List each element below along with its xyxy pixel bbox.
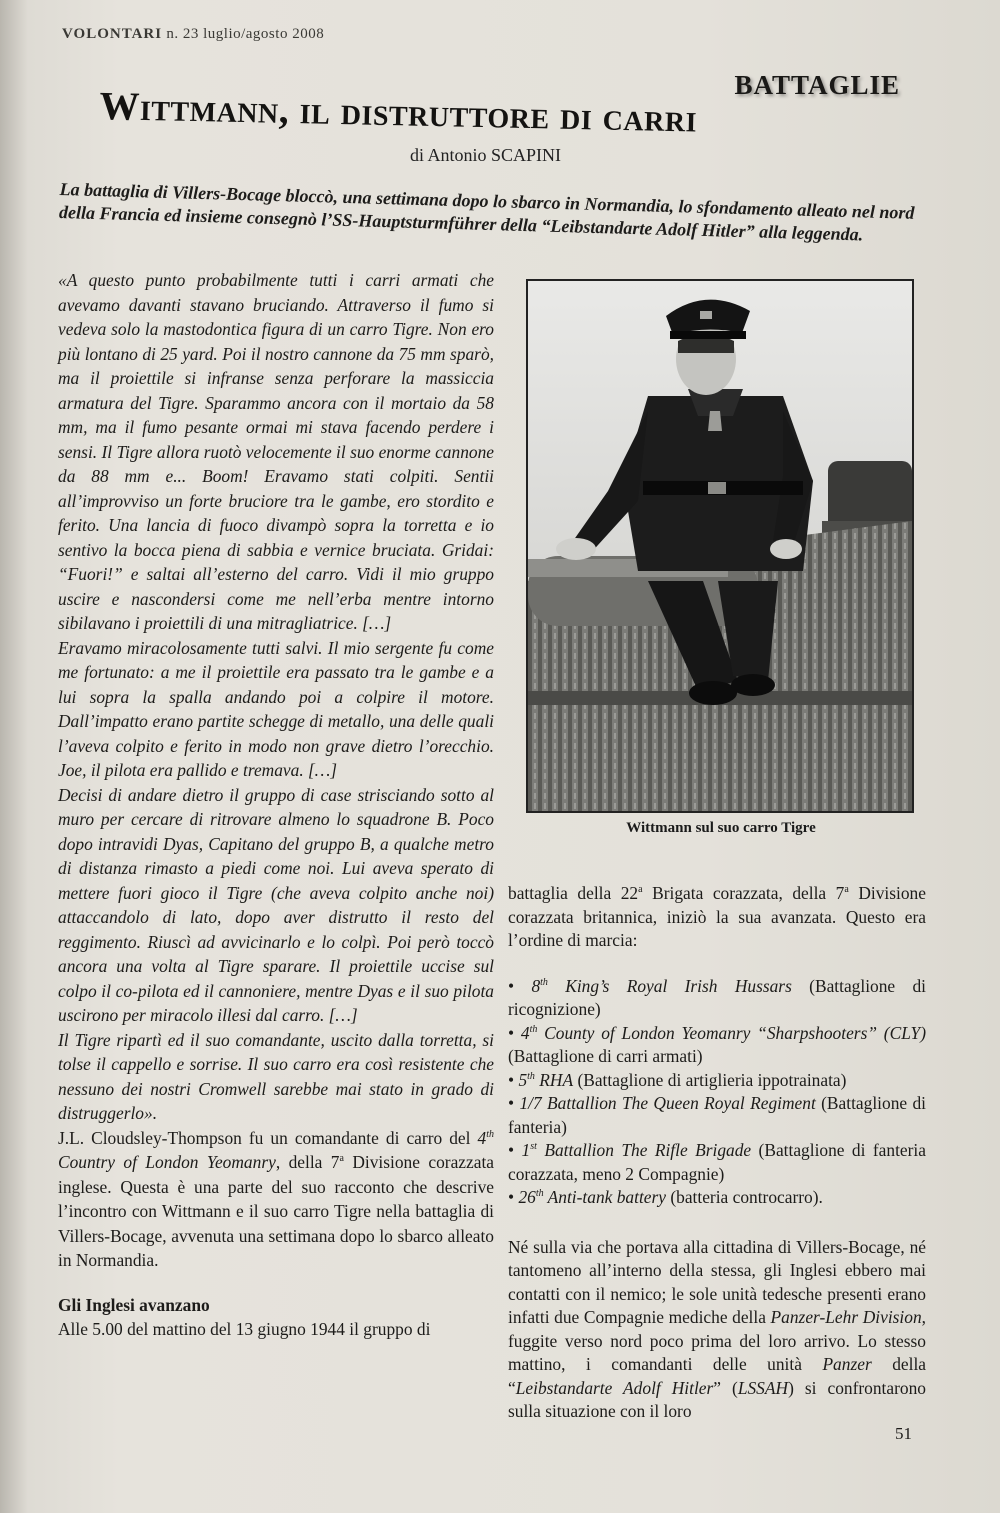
final-text-a: Né sulla via che portava alla cittadina di Villers-Bocage, né tantomeno all’interno della stessa, gli Inglesi ebbero mai contatti con il nemico; le sole unità tedesche presenti erano infatti due Compagnie mediche della	[508, 1236, 926, 1327]
final-text-i: ) si confrontarono sulla situazione con il loro	[508, 1377, 926, 1421]
unit-num: 4	[520, 1022, 530, 1043]
byline: di Antonio SCAPINI	[410, 145, 562, 165]
unit-label: 1/7 Battallion The Queen Royal Regiment	[519, 1093, 816, 1113]
unit-num: 26	[518, 1187, 536, 1207]
unit-desc: (Battaglione di fanteria corazzata, meno 2 Compagnie)	[508, 1140, 926, 1184]
left-column	[58, 268, 494, 1342]
final-text-g: ” (	[713, 1377, 738, 1398]
photo-illustration	[528, 281, 912, 811]
unit-desc: (Battaglione di artiglieria ippotrainata)	[573, 1069, 847, 1090]
bullet-glyph: •	[508, 1069, 515, 1090]
unit-label: RHA	[534, 1069, 574, 1090]
quote-paragraph-3: Decisi di andare dietro il gruppo di case strisciando sotto al muro per cercare di ritrovare almeno lo squadrone B. Poco dopo intravidi Dyas, Capitano del gruppo B, a qualche metro di distanza rimasto a piedi come noi. Lui aveva sperato di mettere fuori gioco il Tigre (che aveva colpito anche noi) attaccandolo di lato, dopo aver distrutto il resto del reggimento. Riuscì ad avvicinarlo e lo colpì. Poi però toccò ancora una volta al Tigre sparare. Il proiettile uccise sul colpo il co-pilota ed il cannoniere, mentre Dyas e il suo pilota uscirono per miracolo illesi dal carro. […]	[58, 784, 494, 1025]
unit-name	[531, 976, 791, 996]
lead-paragraph: La battaglia di Villers-Bocage bloccò, una settimana dopo lo sbarco in Normandia, lo sfondamento alleato nel nord della Francia ed insieme consegnò l’SS-Hauptsturmführer della “Leibstandarte Adolf Hitler” alla leggenda.	[58, 178, 915, 245]
list-item	[508, 975, 926, 1022]
intro-text-c: Divisione corazzata inglese. Questa è una parte del suo racconto che descrive l’incontro con Wittmann e il suo carro Tigre nella battaglia di Villers-Bocage, avvenuta una settimana dopo lo sbarco alleato in Normandia.	[58, 1152, 495, 1270]
unit-desc: (Battaglione di fanteria)	[508, 1093, 926, 1137]
intro-text-a: J.L. Cloudsley-Thompson fu un comandante di carro del	[58, 1127, 478, 1148]
advance-paragraph-cont	[508, 882, 926, 953]
bullet-glyph: •	[508, 1140, 515, 1160]
intro-unit-num: 4	[477, 1127, 487, 1148]
intro-paragraph	[58, 1126, 494, 1273]
quote-paragraph-1: «A questo punto probabilmente tutti i carri armati che avevamo davanti stavano bruciando. Attraverso il fumo si vedeva solo la mastodontica figura di un carro Tigre. Non ero più lontano di 25 yard. Poi il nostro cannone da 75 mm sparò, ma il proiettile si infranse senza perforare la massiccia armatura del Tigre. Sparammo ancora con il mortaio da 58 mm, ma il fumo pesante ormai mi stava facendo perdere i sensi. Il Tigre allora ruotò velocemente il suo enorme cannone da 88 mm e... Boom! Eravamo stati colpiti. Sentii all’improvviso un forte bruciore tra le gambe, ero stordito e ferito. Una lancia di fuoco divampò sopra la torretta e io sentivo la bocca piena di sabbia e vernice bruciata. Gridai: “Fuori!” e saltai all’esterno del carro. Vidi il mio gruppo uscire e nascondersi come me nell’erba mentre intorno sibilavano i proiettili di una mitragliatrice. […]	[58, 270, 494, 633]
quote-paragraph-2: Eravamo miracolosamente tutti salvi. Il mio sergente fu come me fortunato: a me il proiettile era passato tra le gambe e a lui sopra la spalla andando poi a colpire il motore. Dall’impatto erano partite schegge di metallo, una delle quali l’aveva colpito e ferito in modo non grave dietro l’orecchio. Joe, il pilota era pallido e tremava. […]	[58, 637, 494, 780]
unit-sup: st	[530, 1141, 537, 1152]
unit-desc: (Battaglione di ricognizione)	[508, 975, 926, 1019]
final-text-c: , fuggite verso nord poco prima del loro arrivo. Lo stesso mattino, i comandanti delle unità	[508, 1307, 927, 1374]
final-text-e: della “	[508, 1354, 926, 1398]
intro-unit-name: Country of London Yeomanry	[58, 1152, 276, 1172]
bullet-glyph: •	[508, 1022, 515, 1043]
unit-desc: (batteria controcarro).	[665, 1187, 823, 1207]
magazine-name: VOLONTARI	[62, 26, 163, 42]
unit-label: King’s Royal Irish Hussars	[547, 975, 792, 996]
article-title: Wittmann, il distruttore di carri	[99, 82, 698, 141]
unit-num: 5	[518, 1069, 528, 1090]
advance-text-c: Divisione corazzata britannica, iniziò la sua avanzata. Questo era l’ordine di marcia:	[508, 883, 926, 950]
unit-name	[519, 1093, 815, 1113]
unit-name	[518, 1070, 573, 1090]
photo-caption: Wittmann sul suo carro Tigre	[626, 820, 816, 836]
advance-sup-b: a	[844, 884, 849, 895]
running-head	[62, 26, 324, 43]
unit-desc: (Battaglione di carri armati)	[508, 1046, 703, 1066]
unit-name	[518, 1187, 666, 1207]
final-text-d: Panzer	[822, 1354, 872, 1374]
right-column	[508, 882, 926, 1424]
subheading: Gli Inglesi avanzano	[58, 1294, 210, 1315]
unit-sup: th	[535, 1188, 544, 1199]
bullet-glyph: •	[508, 1093, 515, 1113]
unit-sup: th	[527, 1070, 535, 1082]
unit-label: County of London Yeomanry “Sharpshooters” (CLY)	[537, 1022, 926, 1043]
advance-text-a: battaglia della 22	[508, 883, 639, 903]
unit-num: 8	[531, 975, 541, 996]
list-item	[508, 1022, 926, 1069]
unit-sup: th	[529, 1023, 538, 1035]
final-paragraph	[508, 1236, 926, 1424]
intro-unit-sup: th	[486, 1128, 494, 1140]
final-text-b: Panzer-Lehr Division	[770, 1307, 922, 1327]
photo-wittmann-on-tiger-tank	[526, 279, 914, 813]
issue-info: n. 23 luglio/agosto 2008	[166, 26, 325, 42]
list-item	[508, 1139, 926, 1186]
list-item	[508, 1069, 926, 1093]
list-item	[508, 1092, 926, 1139]
advance-sup-a: a	[638, 884, 643, 895]
advance-text-b: Brigata corazzata, della 7	[642, 883, 845, 903]
march-order-list	[508, 975, 926, 1210]
advance-paragraph-start: Alle 5.00 del mattino del 13 giugno 1944 il gruppo di	[58, 1319, 431, 1339]
unit-name	[521, 1023, 926, 1043]
page-number: 51	[895, 1424, 912, 1443]
final-text-h: LSSAH	[737, 1377, 789, 1398]
unit-sup: th	[540, 976, 548, 988]
bullet-glyph: •	[508, 975, 515, 996]
list-item	[508, 1186, 926, 1210]
section-label: BATTAGLIE	[734, 70, 900, 100]
intro-div-sup: a	[339, 1153, 344, 1164]
unit-num: 1	[521, 1140, 531, 1160]
unit-label: Battallion The Rifle Brigade	[536, 1140, 752, 1160]
bullet-glyph: •	[508, 1187, 515, 1207]
unit-name	[522, 1140, 752, 1160]
unit-label: Anti-tank battery	[543, 1187, 666, 1207]
final-text-f: Leibstandarte Adolf Hitler	[515, 1377, 714, 1398]
intro-text-b: , della 7	[275, 1152, 340, 1172]
quote-paragraph-4: Il Tigre ripartì ed il suo comandante, uscito dalla torretta, si tolse il cappello e sorrise. Il suo carro era così resistente che nessuno dei nostri Cromwell sarebbe mai stato in grado di distruggerlo».	[58, 1029, 494, 1123]
